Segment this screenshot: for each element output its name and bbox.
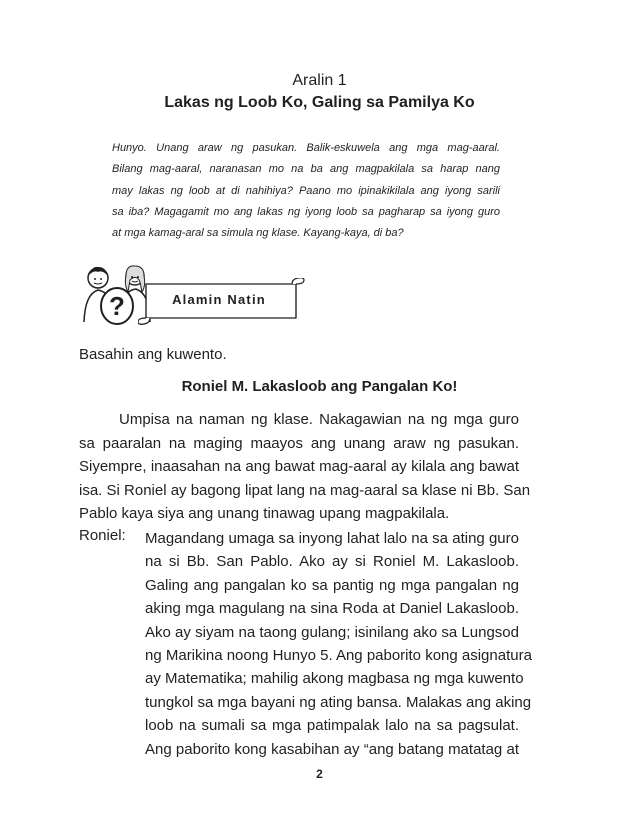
instruction-text: Basahin ang kuwento.	[79, 346, 227, 363]
paragraph-line: sa paaralan na maging maayos ang unang araw ng pasukan.	[79, 434, 519, 452]
dialog-line: na si Bb. San Pablo. Ako ay si Roniel M. Lakasloob.	[145, 553, 519, 571]
intro-paragraph	[112, 138, 500, 244]
dialog-line: Magandang umaga sa inyong lahat lalo na sa ating guro	[145, 530, 519, 547]
intro-line: may lakas ng loob at di nahihiya? Paano mo ipinakikilala ang iyong sarili	[112, 184, 500, 197]
story-title: Roniel M. Lakasloob ang Pangalan Ko!	[181, 378, 458, 395]
svg-text:?: ?	[109, 291, 125, 321]
paragraph-line: Pablo kaya siya ang unang tinawag upang magpakilala.	[79, 505, 450, 522]
paragraph-line: isa. Si Roniel ay bagong lipat lang na mag-aaral sa klase ni Bb. San	[79, 481, 531, 499]
intro-line: sa iba? Magagamit mo ang lakas ng iyong loob sa pagharap sa iyong guro	[112, 205, 500, 218]
dialog-line: ng Marikina noong Hunyo 5. Ang paborito kong asignatura	[145, 647, 532, 665]
paragraph-line: Siyempre, inaasahan na ang bawat mag-aaral ay kilala ang bawat	[79, 458, 519, 475]
dialog-line: Ang paborito kong kasabihan ay “ang batang matatag at	[145, 740, 519, 758]
dialog-line: aking mga magulang na sina Roda at Daniel Lakasloob.	[145, 600, 519, 618]
intro-line: Hunyo. Unang araw ng pasukan. Balik-eskuwela ang mga mag-aaral.	[112, 142, 500, 154]
dialog-line: Ako ay siyam na taong gulang; isinilang ako sa Lungsod	[145, 623, 519, 641]
dialog-line: loob na sumali sa mga patimpalak lalo na sa pagsulat.	[145, 717, 519, 735]
story-paragraph	[79, 408, 531, 526]
dialog-line: Galing ang pangalan ko sa pantig ng mga pangalan ng	[145, 576, 519, 594]
paragraph-line: Umpisa na naman ng klase. Nakagawian na ng mga guro	[119, 411, 519, 428]
dialog-line: ay Matematika; mahilig akong magbasa ng mga kuwento	[145, 670, 524, 688]
page-number: 2	[316, 767, 323, 781]
intro-line: Bilang mag-aaral, naranasan mo na ba ang magpakilala sa harap nang	[112, 163, 500, 176]
dialog-line: tungkol sa mga bayani ng ating bansa. Malakas ang aking	[145, 693, 532, 711]
lesson-title: Lakas ng Loob Ko, Galing sa Pamilya Ko	[164, 94, 475, 111]
section-banner-label: Alamin Natin	[172, 292, 266, 307]
dialog-text	[145, 527, 532, 761]
lesson-number: Aralin 1	[292, 72, 347, 89]
intro-line: at mga kamag-aral sa simula ng klase. Kayang-kaya, di ba?	[112, 227, 404, 240]
dialog-speaker: Roniel:	[79, 527, 126, 544]
